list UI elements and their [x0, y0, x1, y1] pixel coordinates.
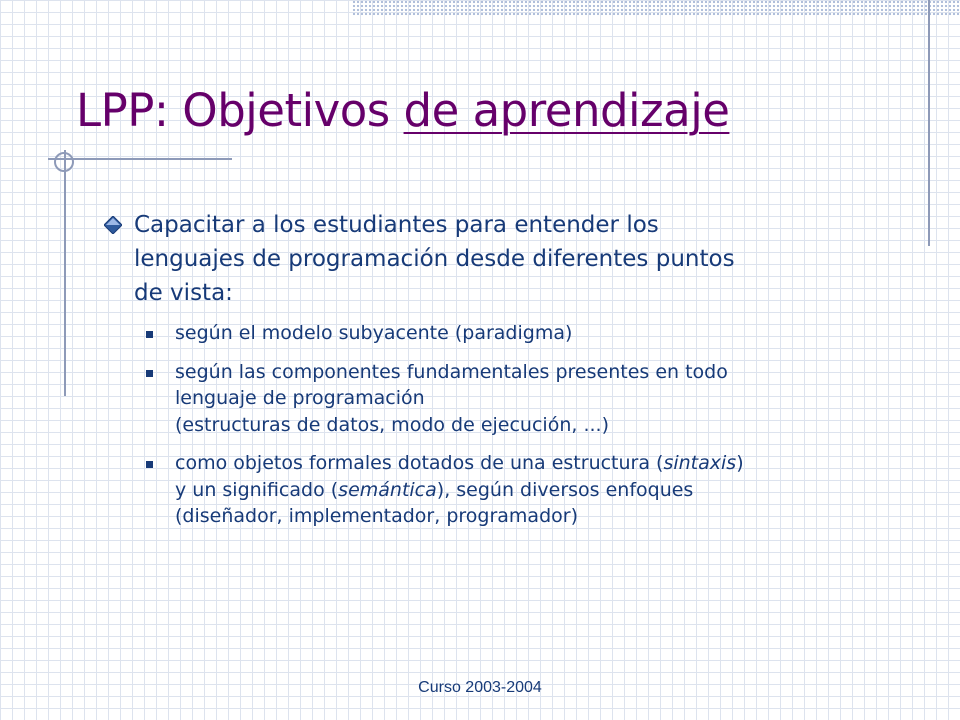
square-bullet-icon: [146, 370, 153, 377]
square-bullet-icon: [146, 461, 153, 468]
sub-bullet-item: [104, 450, 904, 530]
sub-bullet-list: [104, 320, 904, 530]
sub-bullet-line: (estructuras de datos, modo de ejecución, ...): [175, 413, 609, 436]
text-run: como objetos formales dotados de una estructura (: [175, 452, 664, 474]
decorative-vertical-line-right: [928, 0, 930, 246]
emphasis-sintaxis: sintaxis: [663, 452, 737, 474]
slide-body: [104, 208, 904, 542]
square-bullet-icon: [146, 331, 153, 338]
sub-bullet-line: según las componentes fundamentales presentes en todo: [175, 360, 728, 383]
slide-footer: Curso 2003-2004: [418, 679, 542, 696]
slide-title-part1: LPP: Objetivos: [76, 84, 404, 137]
main-bullet-line: Capacitar a los estudiantes para entender los: [134, 212, 659, 238]
sub-bullet-line: [175, 450, 904, 477]
sub-bullet-line: [175, 477, 904, 504]
text-run: ), según diversos enfoques: [436, 478, 694, 501]
sub-bullet-line: según el modelo subyacente (paradigma): [175, 322, 573, 344]
slide-title-part2: de aprendizaje: [403, 84, 730, 137]
main-bullet-line: lenguajes de programación desde diferentes puntos: [134, 246, 735, 272]
emphasis-semantica: semántica: [338, 478, 437, 501]
top-texture-band: [352, 0, 960, 16]
main-bullet: [104, 208, 904, 310]
decorative-horizontal-line: [48, 158, 232, 160]
text-run: ): [736, 452, 744, 474]
sub-bullet-item: [104, 359, 904, 439]
diamond-bullet-icon: [104, 216, 122, 234]
decorative-circle-icon: [54, 152, 74, 172]
slide-title: [76, 84, 729, 137]
sub-bullet-item: [104, 320, 904, 347]
main-bullet-line: de vista:: [134, 280, 233, 306]
sub-bullet-line: (diseñador, implementador, programador): [175, 505, 578, 527]
sub-bullet-line: lenguaje de programación: [175, 387, 425, 409]
decorative-vertical-line-left: [64, 150, 66, 396]
text-run: y un significado (: [175, 478, 339, 501]
